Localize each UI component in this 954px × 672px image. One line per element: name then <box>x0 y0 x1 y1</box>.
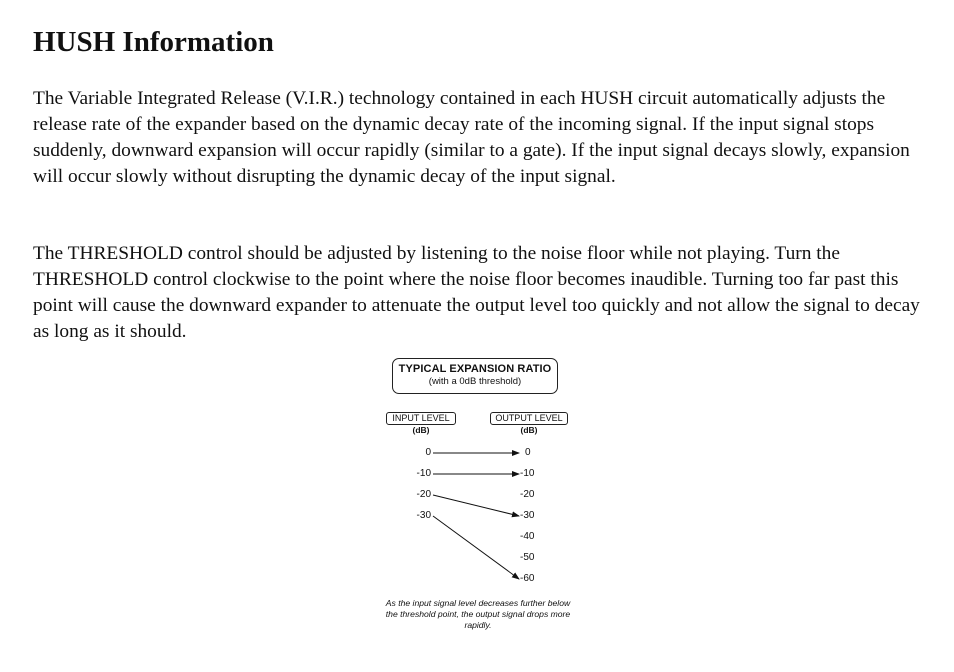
input-level-tick: -30 <box>416 510 431 521</box>
input-level-tick: -20 <box>416 489 431 500</box>
input-level-unit: (dB) <box>412 425 430 435</box>
paragraph-vir: The Variable Integrated Release (V.I.R.) technology contained in each HUSH circuit automatically adjusts the release rate of the expander based on the dynamic decay rate of the incoming signal. If the input signal stops suddenly, downward expansion will occur rapidly (similar to a gate). If the input signal decays slowly, expansion will occur slowly without disrupting the dynamic decay of the input signal. <box>33 88 910 187</box>
output-level-tick: -60 <box>520 573 535 584</box>
output-level-tick: -30 <box>520 510 535 521</box>
output-level-tick: -10 <box>520 468 535 479</box>
output-level-label: OUTPUT LEVEL <box>490 412 568 425</box>
input-level-tick: 0 <box>425 447 431 458</box>
input-level-label: INPUT LEVEL <box>386 412 456 425</box>
input-level-tick: -10 <box>416 468 431 479</box>
paragraph-threshold: The THRESHOLD control should be adjusted by listening to the noise floor while not playing. Turn the THRESHOLD control clockwise to the point where the noise floor becomes inaudible. Turning too far past this point will cause the downward expander to attenuate the output level too quickly and not allow the signal to decay as long as it should. <box>33 243 920 342</box>
figure-subtitle: (with a 0dB threshold) <box>428 376 522 387</box>
mapping-arrows <box>380 356 580 596</box>
output-level-tick: -50 <box>520 552 535 563</box>
expansion-ratio-figure <box>380 356 580 646</box>
figure-title: TYPICAL EXPANSION RATIO <box>398 363 552 375</box>
mapping-arrow <box>433 516 519 579</box>
page-title: HUSH Information <box>33 26 274 58</box>
output-level-tick: -20 <box>520 489 535 500</box>
output-level-tick: -40 <box>520 531 535 542</box>
mapping-arrow <box>433 495 519 516</box>
figure-caption: As the input signal level decreases further below the threshold point, the output signal drops more rapidly. <box>385 598 571 630</box>
output-level-unit: (dB) <box>520 425 538 435</box>
output-level-tick: 0 <box>525 447 531 458</box>
